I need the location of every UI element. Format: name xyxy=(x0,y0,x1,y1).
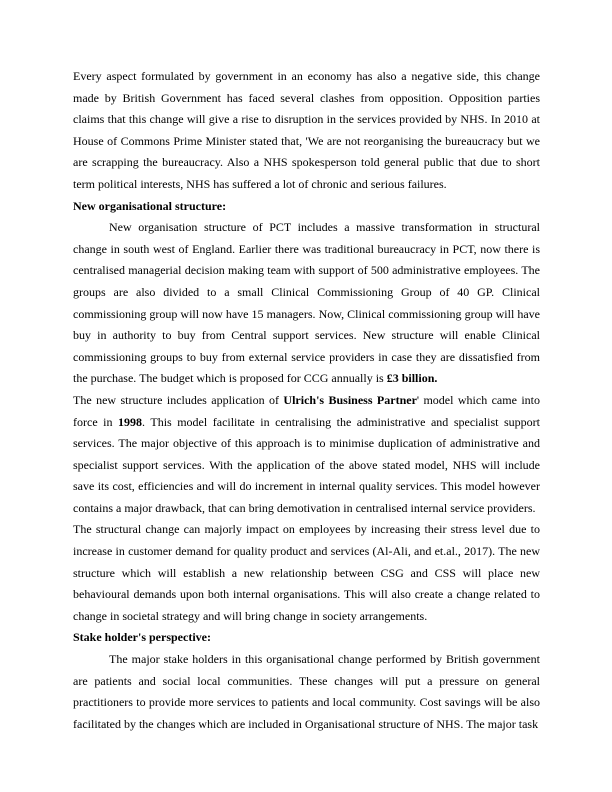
heading-new-structure: New organisational structure: xyxy=(73,198,227,213)
ulrich-model-name: Ulrich's Business Partner xyxy=(283,392,417,407)
paragraph-new-structure-text: New organisation structure of PCT includes a massive transformation in structural change in south west of England. Earlier there was traditional bureaucracy in PCT, now there is centralised managerial decision making team with support of 500 administrative employees. The groups are also divided to a small Clinical Commissioning Group of 40 GP. Clinical commissioning group will now have 15 managers. Now, Clinical commissioning group will have buy in authority to buy from Central support services. New structure will enable Clinical commissioning groups to buy from external service providers in case they are dissatisfied from the purchase. The budget which is proposed for CCG annually is xyxy=(73,220,540,386)
paragraph-ulrich-model xyxy=(73,390,540,520)
paragraph-opposition: Every aspect formulated by government in an economy has also a negative side, this change made by British Government has faced several clashes from opposition. Opposition parties claims that this change will give a rise to disruption in the services provided by NHS. In 2010 at House of Commons Prime Minister stated that, 'We are not reorganising the bureaucracy but we are scrapping the bureaucracy. Also a NHS spokesperson told general public that due to short term political interests, NHS has suffered a lot of chronic and serious failures. xyxy=(73,69,540,191)
ulrich-text-a: The new structure includes application of xyxy=(73,392,279,407)
ulrich-text-c: . This model facilitate in centralising the administrative and specialist support services. The major objective of this approach is to minimise duplication of administrative and specialist support services. With the application of the above stated model, NHS will include save its cost, efficiencies and will do increment in internal quality services. This model however contains a major drawback, that can bring demotivation in centralised internal service providers. xyxy=(73,414,541,515)
document-page xyxy=(73,66,540,735)
paragraph-employee-impact: The structural change can majorly impact on employees by increasing their stress level due to increase in customer demand for quality product and services (Al-Ali, and et.al., 2017). The new structure which will establish a new relationship between CSG and CSS will place new behavioural demands upon both internal organisations. This will also create a change related to change in societal strategy and will bring change in society arrangements. xyxy=(73,522,540,623)
paragraph-stakeholders: The major stake holders in this organisational change performed by British government are patients and social local communities. These changes will put a pressure on general practitioners to provide more services to patients and local community. Cost savings will be also facilitated by the changes which are included in Organisational structure of NHS. The major task xyxy=(73,652,540,731)
paragraph-new-structure xyxy=(73,217,540,390)
budget-amount: £3 billion. xyxy=(386,371,438,386)
ulrich-year: 1998 xyxy=(118,414,143,429)
ulrich-text-b: ' model which came into force in xyxy=(73,392,540,429)
heading-stakeholders: Stake holder's perspective: xyxy=(73,630,211,645)
